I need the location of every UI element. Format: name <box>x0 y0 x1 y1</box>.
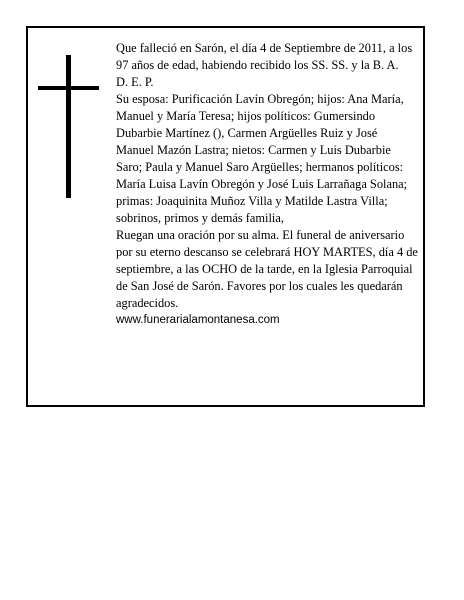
obituary-family: Su esposa: Purificación Lavín Obregón; hijos: Ana María, Manuel y María Teresa; hijos políticos: Gumersindo Dubarbie Martínez (), Carmen Argüelles Ruiz y José Manuel Mazón Lastra; nietos: Carmen y Luis Dubarbie Saro; Paula y Manuel Saro Argüelles; hermanos políticos: María Luisa Lavín Obregón y José Luis Larrañaga Solana; primas: Joaquinita Muñoz Villa y Matilde Lastra Villa; sobrinos, primos y demás familia, <box>116 92 408 225</box>
obituary-notice <box>26 26 425 407</box>
obituary-intro: Que falleció en Sarón, el día 4 de Septiembre de 2011, a los 97 años de edad, habiendo recibido los SS. SS. y la B. A. <box>116 41 413 72</box>
cross-vertical-bar <box>66 55 71 198</box>
obituary-dep: D. E. P. <box>116 75 154 89</box>
obituary-funeral: Ruegan una oración por su alma. El funeral de aniversario por su eterno descanso se celebrará HOY MARTES, día 4 de septiembre, a las OCHO de la tarde, en la Iglesia Parroquial de San José de Sarón. Favores por los cuales les quedarán agradecidos. <box>116 228 418 310</box>
obituary-text <box>116 40 418 329</box>
cross-horizontal-bar <box>38 86 99 90</box>
funeral-home-website: www.funerarialamontanesa.com <box>116 314 280 326</box>
